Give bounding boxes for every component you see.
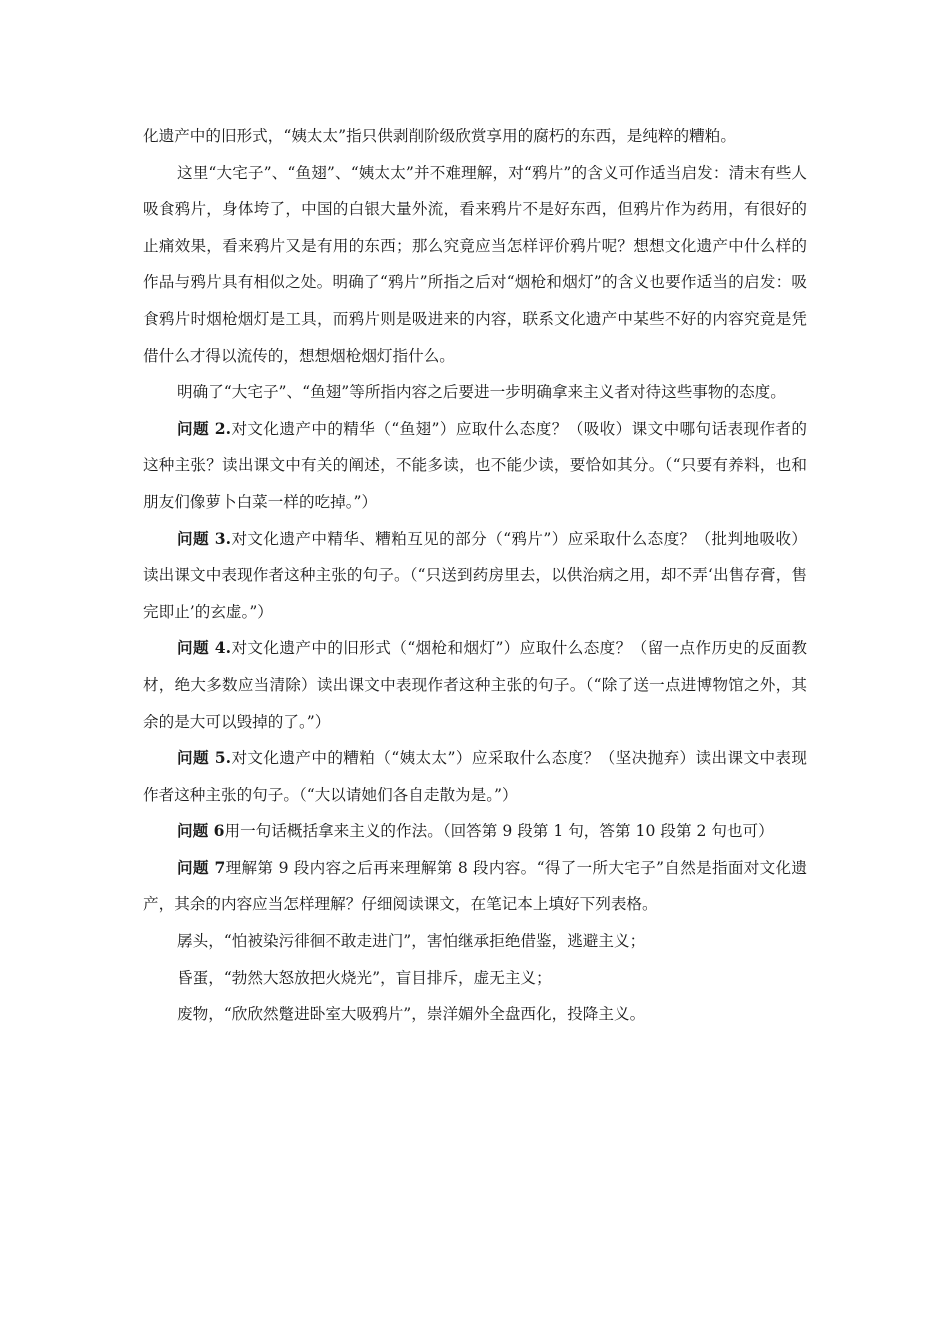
question-label: 问题 4. [177, 638, 232, 658]
answer-line-3 [143, 996, 807, 1033]
question-label: 问题 5. [177, 748, 232, 768]
paragraph-explanation [143, 155, 807, 375]
question-label: 问题 6 [177, 821, 225, 841]
question-label: 问题 3. [177, 528, 232, 548]
paragraph-continuation [143, 118, 807, 155]
document-body [143, 118, 807, 1033]
paragraph-attitude [143, 374, 807, 411]
paragraph-text: 化遗产中的旧形式，“姨太太”指只供剥削阶级欣赏享用的腐朽的东西，是纯粹的糟粕。 [143, 127, 736, 145]
question-6 [143, 813, 807, 850]
question-label: 问题 2. [177, 418, 232, 438]
question-4 [143, 630, 807, 740]
paragraph-text: 这里“大宅子”、“鱼翅”、“姨太太”并不难理解，对“鸦片”的含义可作适当启发：清末有些人吸食鸦片，身体垮了，中国的白银大量外流，看来鸦片不是好东西，但鸦片作为药用，有很好的止痛效果，看来鸦片又是有用的东西；那么究竟应当怎样评价鸦片呢？想想文化遗产中什么样的作品与鸦片具有相似之处。明确了“鸦片”所指之后对“烟枪和烟灯”的含义也要作适当的启发：吸食鸦片时烟枪烟灯是工具，而鸦片则是吸进来的内容，联系文化遗产中某些不好的内容究竟是凭借什么才得以流传的，想想烟枪烟灯指什么。 [143, 163, 807, 365]
answer-text: 孱头，“怕被染污徘徊不敢走进门”，害怕继承拒绝借鉴，逃避主义； [177, 932, 646, 951]
answer-line-2 [143, 960, 807, 997]
question-text: 对文化遗产中的糟粕（“姨太太”）应采取什么态度？（坚决抛弃）读出课文中表现作者这种主张的句子。（“大以请她们各自走散为是。”） [143, 749, 807, 804]
answer-text: 昏蛋，“勃然大怒放把火烧光”，盲目排斥，虚无主义； [177, 968, 552, 987]
question-label: 问题 7 [177, 857, 226, 877]
question-7 [143, 850, 807, 923]
question-text: 对文化遗产中的精华（“鱼翅”）应取什么态度？（吸收）课文中哪句话表现作者的这种主张？读出课文中有关的阐述，不能多读，也不能少读，要恰如其分。（“只要有养料，也和朋友们像萝卜白菜一样的吃掉。”） [143, 419, 807, 511]
answer-line-1 [143, 923, 807, 960]
question-text: 用一句话概括拿来主义的作法。（回答第 9 段第 1 句，答第 10 段第 2 句也可） [224, 822, 774, 841]
question-text: 理解第 9 段内容之后再来理解第 8 段内容。“得了一所大宅子”自然是指面对文化遗产，其余的内容应当怎样理解？仔细阅读课文，在笔记本上填好下列表格。 [143, 858, 808, 914]
question-5 [143, 740, 807, 813]
question-text: 对文化遗产中的旧形式（“烟枪和烟灯”）应取什么态度？（留一点作历史的反面教材，绝大多数应当清除）读出课文中表现作者这种主张的句子。（“除了送一点进博物馆之外，其余的是大可以毁掉的了。”） [143, 639, 807, 731]
question-3 [143, 521, 807, 631]
paragraph-text: 明确了“大宅子”、“鱼翅”等所指内容之后要进一步明确拿来主义者对待这些事物的态度。 [177, 383, 786, 402]
question-2 [143, 411, 807, 521]
answer-text: 废物，“欣欣然蹩进卧室大吸鸦片”，崇洋媚外全盘西化，投降主义。 [177, 1005, 646, 1024]
question-text: 对文化遗产中精华、糟粕互见的部分（“鸦片”）应采取什么态度？（批判地吸收）读出课文中表现作者这种主张的句子。（“只送到药房里去，以供治病之用，却不弄‘出售存膏，售完即止’的玄虚。”） [143, 529, 807, 621]
